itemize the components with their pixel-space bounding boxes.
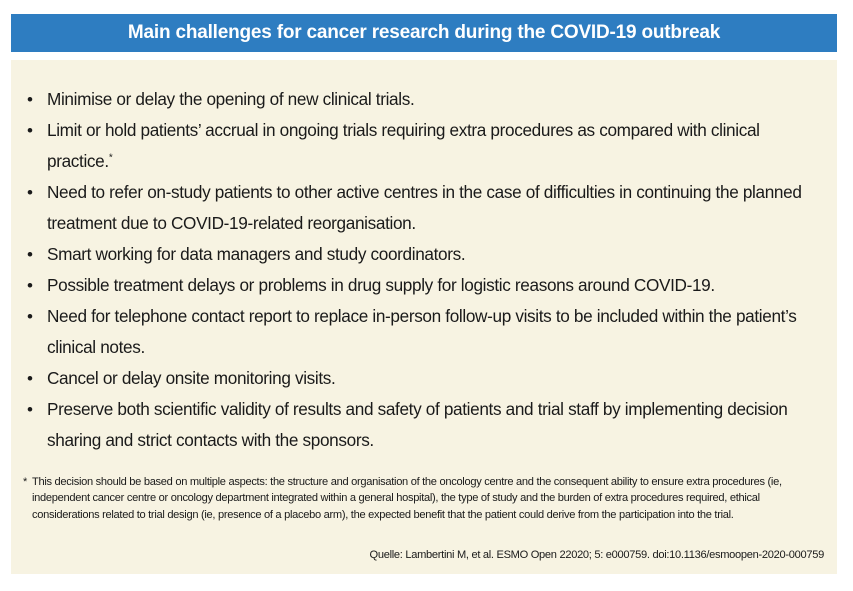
bullet-icon: • [27,121,33,140]
list-item-text: Limit or hold patients’ accrual in ongoing trials requiring extra procedures as compared with clinical practice. [47,120,760,171]
footnote-marker: * [108,152,113,164]
list-item [25,301,825,363]
list-item-text: Cancel or delay onsite monitoring visits. [47,368,336,388]
list-item-text: Preserve both scientific validity of results and safety of patients and trial staff by implementing decision sharing and strict contacts with the sponsors. [47,399,788,450]
list-item [25,84,825,115]
bullet-icon: • [27,276,33,295]
list-item-text: Possible treatment delays or problems in drug supply for logistic reasons around COVID-19. [47,275,715,295]
bullet-icon: • [27,245,33,264]
list-item [25,115,825,177]
bullet-icon: • [27,183,33,202]
infobox-title: Main challenges for cancer research during the COVID-19 outbreak [11,14,837,52]
footnote-star: * [23,476,28,488]
footnote [23,474,823,523]
list-item [25,270,825,301]
content-panel [11,60,837,574]
list-item [25,394,825,456]
challenge-list [25,84,825,456]
list-item-text: Need for telephone contact report to replace in-person follow-up visits to be included within the patient’s clinical notes. [47,306,797,357]
source-citation: Quelle: Lambertini M, et al. ESMO Open 22020; 5: e000759. doi:10.1136/esmoopen-2020-000759 [369,549,824,561]
footnote-text: This decision should be based on multiple aspects: the structure and organisation of the oncology centre and the consequent ability to ensure extra procedures (ie, independent cancer centre or oncology department integrated within a general hospital), the type of study and the burden of extra procedures required, ethical considerations related to trial design (ie, presence of a placebo arm), the expected benefit that the patient could derive from the participation into the trial. [32,476,782,521]
list-item-text: Smart working for data managers and study coordinators. [47,244,466,264]
list-item [25,177,825,239]
bullet-icon: • [27,369,33,388]
list-item [25,363,825,394]
list-item-text: Need to refer on-study patients to other active centres in the case of difficulties in continuing the planned treatment due to COVID-19-related reorganisation. [47,182,802,233]
bullet-icon: • [27,90,33,109]
bullet-icon: • [27,307,33,326]
bullet-icon: • [27,400,33,419]
list-item-text: Minimise or delay the opening of new clinical trials. [47,89,415,109]
list-item [25,239,825,270]
